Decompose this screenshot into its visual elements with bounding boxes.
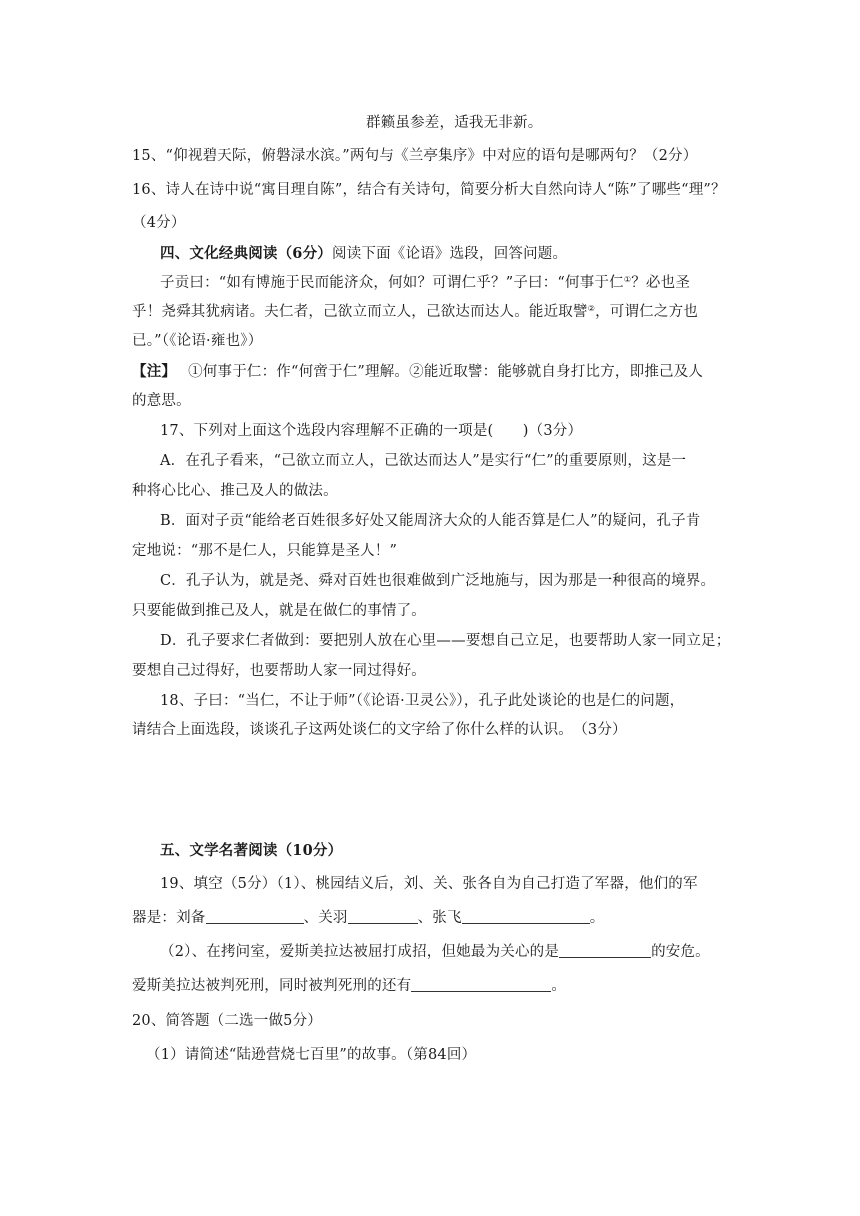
footnote-ref-2: ②: [587, 304, 596, 313]
q19-text: 。: [589, 910, 605, 926]
answer-blank-concern[interactable]: [559, 943, 651, 958]
q19-text: 、关羽: [303, 910, 348, 926]
option-b-line1: B．面对子贡“能给老百姓很多好处又能周济大众的人能否算是仁人”的疑问，孔子肯: [160, 513, 701, 529]
q19-text: 器是：刘备: [132, 910, 206, 926]
question-15: 15、“仰视碧天际，俯磐渌水滨。”两句与《兰亭集序》中对应的语句是哪两句？（2分）: [132, 148, 698, 164]
question-20-1: （1）请简述“陆逊营烧七百里”的故事。（第84回）: [146, 1047, 477, 1063]
option-d-line2: 要想自己过得好，也要帮助人家一同过得好。: [132, 663, 426, 679]
option-c-line2: 只要能做到推己及人，就是在做仁的事情了。: [132, 603, 426, 619]
section-4-heading: 四、文化经典阅读（6分）: [160, 245, 332, 262]
option-c-line1: C．孔子认为，就是尧、舜对百姓也很难做到广泛地施与，因为那是一种很高的境界。: [160, 573, 716, 589]
question-18-line1: 18、子曰：“当仁，不让于师”（《论语·卫灵公》），孔子此处谈论的也是仁的问题，: [160, 693, 685, 709]
passage-text: 乎！尧舜其犹病诸。夫仁者，己欲立而立人，己欲达而达人。能近取譬: [132, 304, 588, 320]
answer-blank-also-sentenced[interactable]: [411, 977, 551, 992]
option-b-line2: 定地说：“那不是仁人，只能算是圣人！”: [132, 543, 398, 559]
passage-text: 子贡曰：“如有博施于民而能济众，何如？可谓仁乎？”子曰：“何事于仁: [160, 275, 624, 291]
note-text: ①何事于仁：作“何啻于仁”理解。②能近取譬：能够就自身打比方，即推己及人: [188, 364, 704, 380]
section-5-heading: 五、文学名著阅读（10分）: [160, 842, 343, 859]
note-line2: 的意思。: [132, 393, 191, 409]
passage-line1: [160, 273, 690, 293]
q19-text: 爱斯美拉达被判死刑，同时被判死刑的还有: [132, 978, 412, 994]
question-19-line1: 19、填空（5分）（1）、桃园结义后，刘、关、张各自为自己打造了军器，他们的军: [160, 876, 698, 892]
section-4-title: [160, 244, 567, 264]
option-a-line2: 种将心比心、推己及人的做法。: [132, 483, 338, 499]
note-line1: [132, 362, 703, 382]
question-16-line1: 16、诗人在诗中说“寓目理自陈”，结合有关诗句，简要分析大自然向诗人“陈”了哪些“理”？: [132, 182, 726, 198]
question-16-line2: （4分）: [132, 215, 186, 231]
question-19-2-line2: [132, 976, 566, 996]
passage-line3: 已。”（《论语·雍也》）: [132, 333, 263, 349]
section-4-intro: 阅读下面《论语》选段，回答问题。: [332, 246, 568, 262]
passage-text: ？必也圣: [631, 275, 691, 291]
passage-line2: [132, 302, 698, 322]
option-d-line1: D．孔子要求仁者做到：要把别人放在心里——要想自己立足，也要帮助人家一同立足；: [160, 633, 731, 649]
option-a-line1: A．在孔子看来，“己欲立而立人，己欲达而达人”是实行“仁”的重要原则，这是一: [160, 453, 687, 469]
question-17: 17、下列对上面这个选段内容理解不正确的一项是( )（3分）: [160, 423, 583, 439]
poem-tail-line: 群籁虽参差，适我无非新。: [366, 115, 543, 131]
q19-text: 。: [551, 978, 567, 994]
q19-text: （2）、在拷问室，爱斯美拉达被屈打成招，但她最为关心的是: [160, 944, 560, 960]
note-label: 【注】: [132, 363, 177, 380]
passage-text: ，可谓仁之方也: [595, 304, 698, 320]
answer-blank-guanyu[interactable]: [348, 909, 418, 924]
answer-blank-zhangfei[interactable]: [462, 909, 590, 924]
q19-text: 的安危。: [651, 944, 710, 960]
answer-blank-liubei[interactable]: [206, 909, 304, 924]
question-19-line2: [132, 908, 604, 928]
question-19-2-line1: [160, 942, 710, 962]
question-20: 20、简答题（二选一做5分）: [132, 1013, 322, 1029]
question-18-line2: 请结合上面选段，谈谈孔子这两处谈仁的文字给了你什么样的认识。 （3分）: [132, 722, 627, 738]
q19-text: 、张飞: [417, 910, 462, 926]
footnote-ref-1: ①: [623, 275, 632, 284]
